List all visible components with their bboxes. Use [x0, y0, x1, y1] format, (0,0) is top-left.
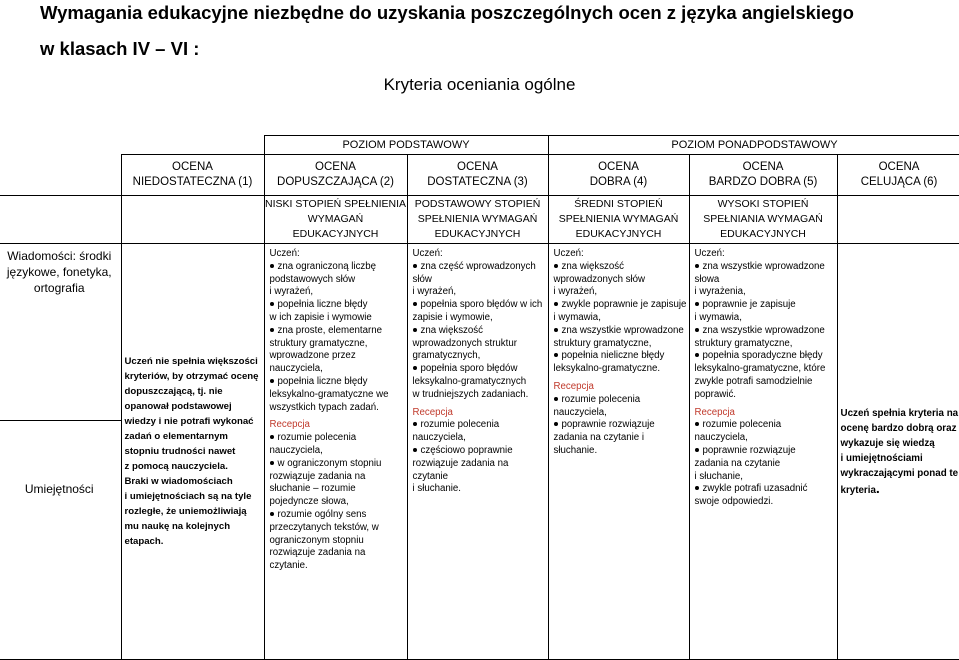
criterion-line: zna proste, elementarne: [270, 325, 405, 338]
reception-line: nauczyciela,: [269, 444, 323, 456]
degree-high: WYSOKI STOPIEŃ SPEŁNIANIA WYMAGAŃ EDUKACYJNYCH: [689, 196, 837, 244]
reception-line: rozwiązuje zadania na: [269, 547, 366, 559]
criterion-line: i wyrażeń,: [553, 286, 598, 298]
grade-header-1: OCENA NIEDOSTATECZNA (1): [121, 155, 264, 196]
criterion-line: zwykle poprawnie je zapisuje: [554, 299, 687, 312]
reception-line: rozumie polecenia: [554, 394, 687, 407]
student-label: Uczeń:: [553, 248, 584, 259]
criterion-line: poprawić.: [694, 388, 736, 400]
criterion-line: popełnia sporo błędów: [413, 363, 546, 376]
row-label-knowledge: Wiadomości: środki językowe, fonetyka, ortografia: [0, 244, 121, 421]
criteria-table: [0, 135, 959, 660]
criterion-line: wszystkich typach zadań.: [269, 401, 379, 413]
criterion-line: poprawnie je zapisuje: [695, 299, 835, 312]
student-label: Uczeń:: [694, 248, 725, 259]
criterion-line: zna wszystkie wprowadzone: [695, 261, 835, 274]
level-basic-header: POZIOM PODSTAWOWY: [264, 136, 548, 155]
reception-line: poprawnie rozwiązuje: [554, 419, 687, 432]
reception-line: nauczyciela,: [553, 406, 607, 418]
reception-heading: Recepcja: [269, 419, 310, 431]
criterion-line: popełnia sporadyczne błędy: [695, 350, 835, 363]
reception-line: zadania na czytanie: [694, 457, 781, 469]
empty-cell: [837, 196, 959, 244]
criterion-line: leksykalno-gramatyczne we: [269, 388, 389, 400]
criterion-line: podstawowych słów: [269, 273, 356, 285]
criterion-line: słowa: [694, 273, 720, 285]
criterion-line: leksykalno-gramatycznych: [412, 375, 527, 387]
reception-line: rozumie polecenia: [695, 419, 835, 432]
grade-header-2: OCENA DOPUSZCZAJĄCA (2): [264, 155, 407, 196]
grade-header-4: OCENA DOBRA (4): [548, 155, 689, 196]
grade4-criteria: [548, 244, 689, 660]
criterion-line: popełnia nieliczne błędy: [554, 350, 687, 363]
reception-line: rozumie polecenia: [413, 419, 546, 432]
grade6-criteria: Uczeń spełnia kryteria na ocenę bardzo dobrą oraz wykazuje się wiedzą i umiejętnościami wykraczającymi ponad te kryteria.: [837, 244, 959, 660]
grade1-criteria: Uczeń nie spełnia większości kryteriów, by otrzymać ocenę dopuszczającą, tj. nie opanował podstawowej wiedzy i nie potrafi wykonać zadań o elementarnym stopniu trudności nawet z pomocą nauczyciela. Braki w wiadomościach i umiejętnościach są na tyle rozległe, że uniemożliwiają mu naukę na kolejnych etapach.: [121, 244, 264, 660]
criterion-line: nauczyciela,: [269, 363, 323, 375]
empty-cell: [0, 196, 121, 244]
criterion-line: zapisie i wymowie,: [412, 311, 493, 323]
reception-line: swoje odpowiedzi.: [694, 496, 774, 508]
criterion-line: słów: [412, 273, 432, 285]
criterion-line: wprowadzonych struktur: [412, 337, 517, 349]
reception-heading: Recepcja: [412, 406, 453, 418]
student-label: Uczeń:: [412, 248, 443, 259]
reception-line: poprawnie rozwiązuje: [695, 445, 835, 458]
criterion-line: i wymawia,: [553, 311, 601, 323]
criterion-line: struktury gramatyczne,: [269, 337, 368, 349]
reception-line: zwykle potrafi uzasadnić: [695, 483, 835, 496]
grade3-criteria: [407, 244, 548, 660]
criterion-line: zna większość: [554, 261, 687, 274]
reception-line: przeczytanych tekstów, w: [269, 521, 379, 533]
criterion-line: zna wszystkie wprowadzone: [695, 325, 835, 338]
criterion-line: zna ograniczoną liczbę: [270, 261, 405, 274]
criterion-line: leksykalno-gramatyczne.: [553, 363, 661, 375]
reception-line: nauczyciela,: [694, 432, 748, 444]
grade5-criteria: [689, 244, 837, 660]
criterion-line: popełnia sporo błędów w ich: [413, 299, 546, 312]
degree-basic: PODSTAWOWY STOPIEŃ SPEŁNIENIA WYMAGAŃ EDUKACYJNYCH: [407, 196, 548, 244]
reception-line: rozumie ogólny sens: [270, 509, 405, 522]
reception-line: słuchanie – rozumie: [269, 483, 356, 495]
student-label: Uczeń:: [269, 248, 300, 259]
reception-line: słuchanie.: [553, 444, 598, 456]
document-title-line2: w klasach IV – VI :: [40, 38, 200, 59]
row-label-skills: Umiejętności: [0, 421, 121, 660]
criterion-line: zna większość: [413, 325, 546, 338]
criterion-line: i wyrażeń,: [412, 286, 457, 298]
criterion-line: struktury gramatyczne,: [553, 337, 652, 349]
criterion-line: w ich zapisie i wymowie: [269, 311, 372, 323]
criterion-line: leksykalno-gramatyczne, które: [694, 363, 826, 375]
criterion-line: w trudniejszych zadaniach.: [412, 388, 529, 400]
criterion-line: wprowadzone przez: [269, 350, 356, 362]
document-subtitle: Kryteria oceniania ogólne: [383, 75, 576, 94]
criterion-line: i wymawia,: [694, 311, 742, 323]
level-advanced-header: POZIOM PONADPODSTAWOWY: [548, 136, 959, 155]
reception-heading: Recepcja: [694, 406, 735, 418]
empty-cell: [121, 136, 264, 155]
reception-line: w ograniczonym stopniu: [270, 458, 405, 471]
criterion-line: gramatycznych,: [412, 350, 481, 362]
empty-cell: [121, 196, 264, 244]
criterion-line: zna wszystkie wprowadzone: [554, 325, 687, 338]
criterion-line: zna część wprowadzonych: [413, 261, 546, 274]
reception-line: i słuchanie,: [694, 470, 743, 482]
criterion-line: popełnia liczne błędy: [270, 376, 405, 389]
criterion-line: i wyrażenia,: [694, 286, 746, 298]
grade-header-3: OCENA DOSTATECZNA (3): [407, 155, 548, 196]
reception-line: rozwiązuje zadania na: [269, 470, 366, 482]
reception-line: czytanie.: [269, 560, 308, 572]
reception-line: częściowo poprawnie: [413, 445, 546, 458]
grade-header-5: OCENA BARDZO DOBRA (5): [689, 155, 837, 196]
criterion-line: struktury gramatyczne,: [694, 337, 793, 349]
empty-corner: [0, 136, 121, 155]
reception-line: pojedyncze słowa,: [269, 496, 349, 508]
criterion-line: wprowadzonych słów: [553, 273, 646, 285]
criterion-line: popełnia liczne błędy: [270, 299, 405, 312]
reception-line: nauczyciela,: [412, 432, 466, 444]
grade-header-6: OCENA CELUJĄCA (6): [837, 155, 959, 196]
reception-heading: Recepcja: [553, 380, 594, 392]
criterion-line: i wyrażeń,: [269, 286, 314, 298]
criterion-line: zwykle potrafi samodzielnie: [694, 375, 813, 387]
reception-line: rozwiązuje zadania na czytanie: [412, 457, 509, 482]
reception-line: ograniczonym stopniu: [269, 534, 364, 546]
grade2-criteria: [264, 244, 407, 660]
empty-cell: [0, 155, 121, 196]
reception-line: i słuchanie.: [412, 483, 461, 495]
degree-medium: ŚREDNI STOPIEŃ SPEŁNIENIA WYMAGAŃ EDUKACYJNYCH: [548, 196, 689, 244]
degree-low: NISKI STOPIEŃ SPEŁNIENIA WYMAGAŃ EDUKACYJNYCH: [264, 196, 407, 244]
document-title-line1: Wymagania edukacyjne niezbędne do uzyskania poszczególnych ocen z języka angielskiego: [40, 2, 854, 23]
reception-line: zadania na czytanie i: [553, 432, 644, 444]
reception-line: rozumie polecenia: [270, 432, 405, 445]
